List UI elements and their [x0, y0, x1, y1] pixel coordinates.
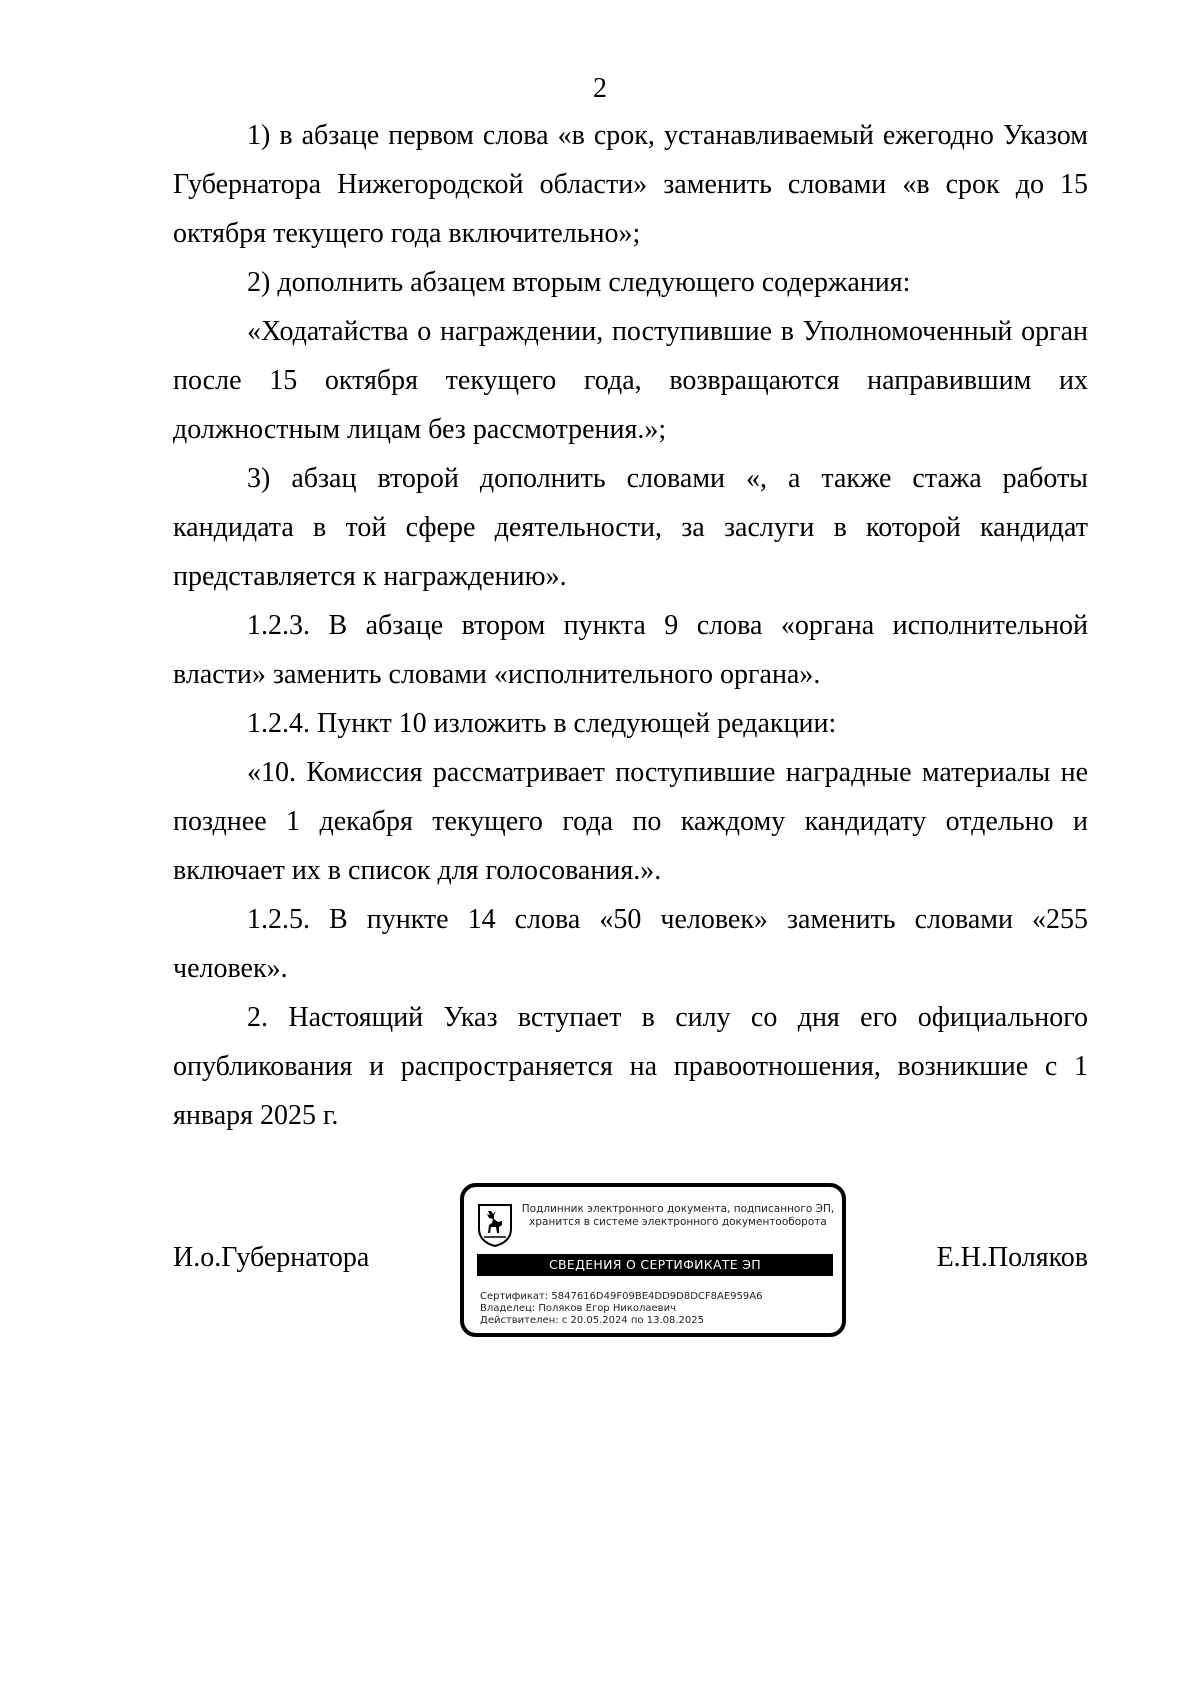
paragraph-3: «Ходатайства о награждении, поступившие в Уполномоченный орган после 15 октября текущего года, возвращаются направившим их должностным лицам без рассмотрения.»; — [173, 316, 1088, 445]
paragraph-2: 2) дополнить абзацем вторым следующего содержания: — [247, 267, 911, 298]
stamp-header-line-1: Подлинник электронного документа, подписанного ЭП, — [521, 1203, 835, 1215]
stamp-certificate-info — [480, 1291, 836, 1327]
document-body — [173, 111, 1088, 1140]
paragraph-4: 3) абзац второй дополнить словами «, а также стажа работы кандидата в той сфере деятельности, за заслуги в которой кандидат представляется к награждению». — [173, 463, 1088, 592]
paragraph-6: 1.2.4. Пункт 10 изложить в следующей редакции: — [247, 708, 837, 739]
paragraph-9: 2. Настоящий Указ вступает в силу со дня его официального опубликования и распространяется на правоотношения, возникшие с 1 января 2025 г. — [173, 1002, 1088, 1131]
stamp-header-line-2: хранится в системе электронного документооборота — [529, 1216, 827, 1228]
paragraph-7: «10. Комиссия рассматривает поступившие наградные материалы не позднее 1 декабря текущего года по каждому кандидату отдельно и включает их в список для голосования.». — [173, 757, 1088, 886]
page-number: 2 — [593, 73, 607, 104]
signatory-name: Е.Н.Поляков — [936, 1242, 1088, 1273]
paragraph-5: 1.2.3. В абзаце втором пункта 9 слова «органа исполнительной власти» заменить словами «исполнительного органа». — [173, 610, 1088, 690]
electronic-signature-stamp — [460, 1183, 846, 1337]
paragraph-8: 1.2.5. В пункте 14 слова «50 человек» заменить словами «255 человек». — [173, 904, 1088, 984]
certificate-number: Сертификат: 5847616D49F09BE4DD9D8DCF8AE959A6 — [480, 1291, 763, 1302]
stamp-header — [519, 1203, 837, 1229]
stamp-title: СВЕДЕНИЯ О СЕРТИФИКАТЕ ЭП — [477, 1254, 833, 1276]
certificate-owner: Владелец: Поляков Егор Николаевич — [480, 1303, 676, 1314]
paragraph-1: 1) в абзаце первом слова «в срок, устанавливаемый ежегодно Указом Губернатора Нижегородской области» заменить словами «в срок до 15 октября текущего года включительно»; — [173, 120, 1088, 249]
signatory-position: И.о.Губернатора — [173, 1242, 370, 1273]
deer-coat-of-arms-icon — [477, 1203, 513, 1247]
certificate-validity: Действителен: с 20.05.2024 по 13.08.2025 — [480, 1315, 704, 1326]
